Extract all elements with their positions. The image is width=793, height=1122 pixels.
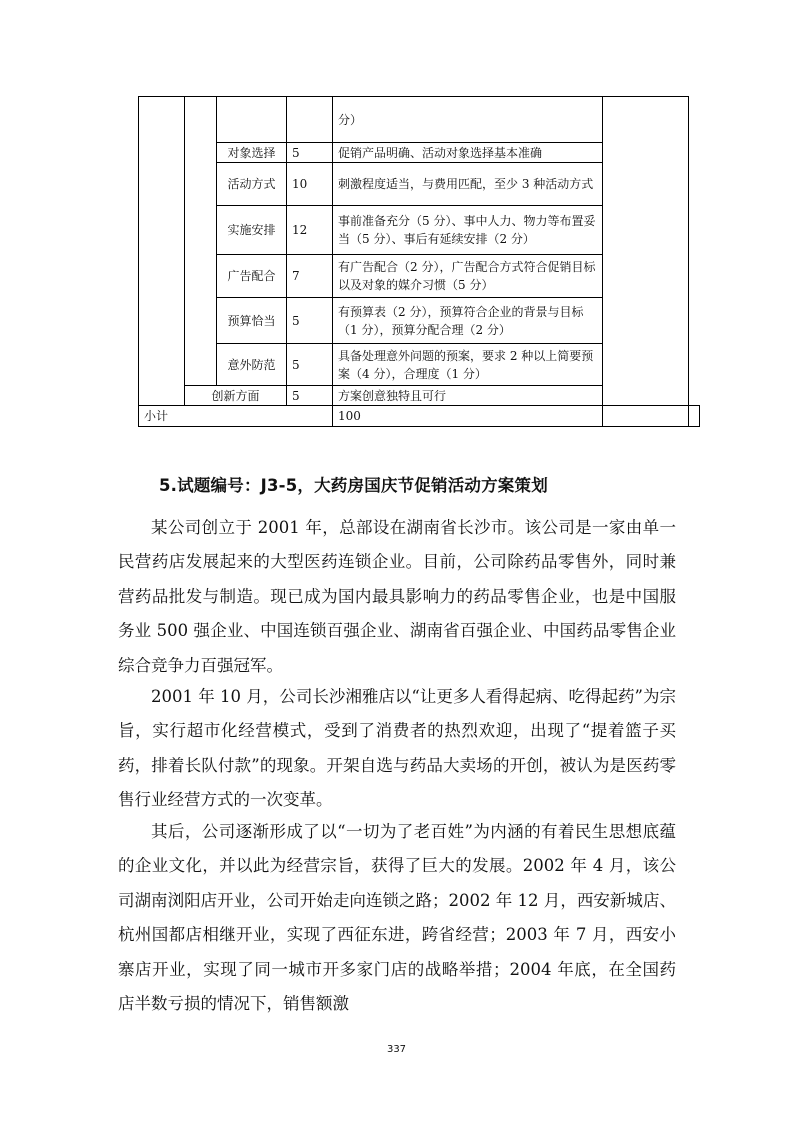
table-cell-standard: 分） <box>333 97 603 143</box>
table-row <box>139 406 700 427</box>
table-cell-standard: 方案创意独特且可行 <box>333 386 603 406</box>
table-cell-item <box>217 97 287 143</box>
table-cell-standard: 有预算表（2 分），预算符合企业的背景与目标（1 分），预算分配合理（2 分） <box>333 298 603 344</box>
table-cell-empty <box>139 97 185 406</box>
scoring-table <box>138 96 700 427</box>
page-number: 337 <box>386 1044 407 1055</box>
table-cell-item: 广告配合 <box>217 255 287 298</box>
section-heading: 5.试题编号：J3-5，大药房国庆节促销活动方案策划 <box>159 476 548 495</box>
table-cell-empty <box>689 406 700 427</box>
table-cell-standard: 事前准备充分（5 分）、事中人力、物力等布置妥当（5 分）、事后有延续安排（2 分） <box>333 206 603 255</box>
table-cell-item: 活动方式 <box>217 163 287 206</box>
table-cell-score: 5 <box>287 344 333 386</box>
table-cell-item: 创新方面 <box>185 386 287 406</box>
table-cell-standard: 刺激程度适当，与费用匹配，至少 3 种活动方式 <box>333 163 603 206</box>
table-cell-empty <box>185 97 217 386</box>
table-cell-item: 对象选择 <box>217 143 287 163</box>
table-cell-score: 12 <box>287 206 333 255</box>
table-cell-empty <box>603 97 689 406</box>
table-cell-subtotal-score: 100 <box>333 406 603 427</box>
table-cell-score: 7 <box>287 255 333 298</box>
body-paragraph: 其后，公司逐渐形成了以“一切为了老百姓”为内涵的有着民生思想底蕴的企业文化，并以此为经营宗旨，获得了巨大的发展。2002 年 4 月，该公司湖南浏阳店开业，公司开始走向连锁之路；2002 年 12 月，西安新城店、杭州国都店相继开业，实现了西征东进，跨省经营；2003 年 7 月，西安小寨店开业，实现了同一城市开多家门店的战略举措；2004 年底，在全国药店半数亏损的情况下，销售额激 <box>118 822 676 1014</box>
table-cell-item: 意外防范 <box>217 344 287 386</box>
table-cell-score: 5 <box>287 143 333 163</box>
table-cell-score <box>287 97 333 143</box>
table-cell-empty <box>603 406 689 427</box>
body-paragraph: 某公司创立于 2001 年，总部设在湖南省长沙市。该公司是一家由单一民营药店发展起来的大型医药连锁企业。目前，公司除药品零售外，同时兼营药品批发与制造。现已成为国内最具影响力的药品零售企业，也是中国服务业 500 强企业、中国连锁百强企业、湖南省百强企业、中国药品零售企业综合竞争力百强冠军。 <box>118 518 676 675</box>
table-cell-score: 5 <box>287 386 333 406</box>
table-row <box>139 97 700 143</box>
table-cell-score: 5 <box>287 298 333 344</box>
table-cell-item: 实施安排 <box>217 206 287 255</box>
table-cell-standard: 有广告配合（2 分），广告配合方式符合促销目标以及对象的媒介习惯（5 分） <box>333 255 603 298</box>
table-cell-subtotal-label: 小计 <box>139 406 333 427</box>
table-cell-standard: 具备处理意外问题的预案，要求 2 种以上简要预案（4 分），合理度（1 分） <box>333 344 603 386</box>
table-cell-score: 10 <box>287 163 333 206</box>
table-cell-item: 预算恰当 <box>217 298 287 344</box>
table-cell-standard: 促销产品明确、活动对象选择基本准确 <box>333 143 603 163</box>
body-paragraph: 2001 年 10 月，公司长沙湘雅店以“让更多人看得起病、吃得起药”为宗旨，实行超市化经营模式，受到了消费者的热烈欢迎，出现了“提着篮子买药，排着长队付款”的现象。开架自选与药品大卖场的开创，被认为是医药零售行业经营方式的一次变革。 <box>118 687 676 810</box>
